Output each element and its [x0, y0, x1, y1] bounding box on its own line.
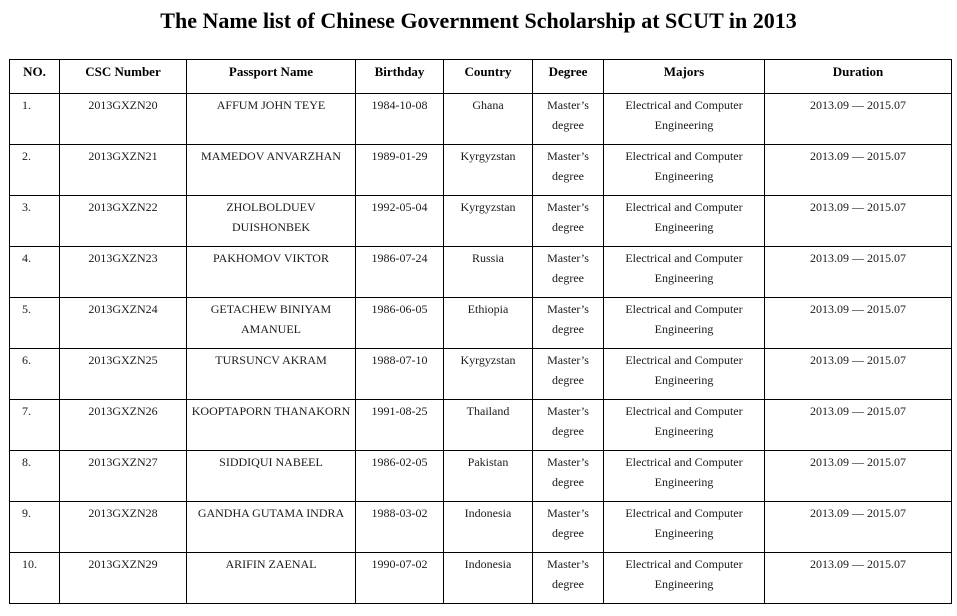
cell-no: 7. — [10, 400, 60, 451]
cell-major: Electrical and Computer Engineering — [604, 502, 765, 553]
table-header — [10, 60, 952, 94]
cell-degree: Master’s degree — [533, 451, 604, 502]
cell-degree: Master’s degree — [533, 502, 604, 553]
cell-country: Kyrgyzstan — [444, 145, 533, 196]
cell-birthday: 1991-08-25 — [356, 400, 444, 451]
cell-csc-number: 2013GXZN29 — [60, 553, 187, 604]
cell-birthday: 1990-07-02 — [356, 553, 444, 604]
cell-duration: 2013.09 — 2015.07 — [765, 349, 952, 400]
cell-passport-name: PAKHOMOV VIKTOR — [187, 247, 356, 298]
cell-passport-name: GANDHA GUTAMA INDRA — [187, 502, 356, 553]
cell-duration: 2013.09 — 2015.07 — [765, 502, 952, 553]
column-header-degree: Degree — [533, 60, 604, 94]
cell-degree: Master’s degree — [533, 145, 604, 196]
cell-csc-number: 2013GXZN21 — [60, 145, 187, 196]
column-header-csc-number: CSC Number — [60, 60, 187, 94]
cell-passport-name: KOOPTAPORN THANAKORN — [187, 400, 356, 451]
cell-country: Pakistan — [444, 451, 533, 502]
table-body — [10, 94, 952, 604]
cell-passport-name: SIDDIQUI NABEEL — [187, 451, 356, 502]
cell-birthday: 1986-06-05 — [356, 298, 444, 349]
cell-degree: Master’s degree — [533, 553, 604, 604]
cell-birthday: 1986-02-05 — [356, 451, 444, 502]
cell-major: Electrical and Computer Engineering — [604, 145, 765, 196]
cell-major: Electrical and Computer Engineering — [604, 298, 765, 349]
cell-csc-number: 2013GXZN22 — [60, 196, 187, 247]
cell-duration: 2013.09 — 2015.07 — [765, 94, 952, 145]
table-row — [10, 196, 952, 247]
column-header-duration: Duration — [765, 60, 952, 94]
cell-no: 1. — [10, 94, 60, 145]
cell-passport-name: ZHOLBOLDUEV DUISHONBEK — [187, 196, 356, 247]
cell-degree: Master’s degree — [533, 400, 604, 451]
cell-major: Electrical and Computer Engineering — [604, 196, 765, 247]
table-row — [10, 502, 952, 553]
column-header-country: Country — [444, 60, 533, 94]
column-header-birthday: Birthday — [356, 60, 444, 94]
cell-no: 4. — [10, 247, 60, 298]
cell-country: Ethiopia — [444, 298, 533, 349]
cell-major: Electrical and Computer Engineering — [604, 400, 765, 451]
cell-duration: 2013.09 — 2015.07 — [765, 145, 952, 196]
cell-no: 3. — [10, 196, 60, 247]
column-header-no: NO. — [10, 60, 60, 94]
cell-csc-number: 2013GXZN28 — [60, 502, 187, 553]
cell-csc-number: 2013GXZN24 — [60, 298, 187, 349]
cell-degree: Master’s degree — [533, 196, 604, 247]
cell-passport-name: ARIFIN ZAENAL — [187, 553, 356, 604]
table-row — [10, 247, 952, 298]
column-header-majors: Majors — [604, 60, 765, 94]
cell-no: 9. — [10, 502, 60, 553]
cell-birthday: 1988-07-10 — [356, 349, 444, 400]
cell-duration: 2013.09 — 2015.07 — [765, 196, 952, 247]
column-header-passport-name: Passport Name — [187, 60, 356, 94]
table-row — [10, 553, 952, 604]
cell-country: Thailand — [444, 400, 533, 451]
cell-major: Electrical and Computer Engineering — [604, 94, 765, 145]
cell-degree: Master’s degree — [533, 94, 604, 145]
table-row — [10, 94, 952, 145]
cell-degree: Master’s degree — [533, 298, 604, 349]
scholarship-table — [9, 59, 952, 604]
cell-country: Ghana — [444, 94, 533, 145]
cell-no: 10. — [10, 553, 60, 604]
cell-birthday: 1992-05-04 — [356, 196, 444, 247]
cell-passport-name: MAMEDOV ANVARZHAN — [187, 145, 356, 196]
cell-country: Indonesia — [444, 553, 533, 604]
cell-no: 6. — [10, 349, 60, 400]
cell-major: Electrical and Computer Engineering — [604, 247, 765, 298]
cell-passport-name: GETACHEW BINIYAM AMANUEL — [187, 298, 356, 349]
header-row — [10, 60, 952, 94]
table-row — [10, 400, 952, 451]
cell-country: Indonesia — [444, 502, 533, 553]
cell-duration: 2013.09 — 2015.07 — [765, 247, 952, 298]
cell-passport-name: TURSUNCV AKRAM — [187, 349, 356, 400]
cell-duration: 2013.09 — 2015.07 — [765, 451, 952, 502]
cell-csc-number: 2013GXZN26 — [60, 400, 187, 451]
page-title: The Name list of Chinese Government Scholarship at SCUT in 2013 — [160, 8, 797, 33]
cell-degree: Master’s degree — [533, 247, 604, 298]
cell-birthday: 1986-07-24 — [356, 247, 444, 298]
table-row — [10, 298, 952, 349]
cell-degree: Master’s degree — [533, 349, 604, 400]
cell-birthday: 1989-01-29 — [356, 145, 444, 196]
cell-csc-number: 2013GXZN27 — [60, 451, 187, 502]
cell-country: Kyrgyzstan — [444, 196, 533, 247]
cell-birthday: 1984-10-08 — [356, 94, 444, 145]
cell-csc-number: 2013GXZN20 — [60, 94, 187, 145]
cell-major: Electrical and Computer Engineering — [604, 451, 765, 502]
cell-no: 8. — [10, 451, 60, 502]
cell-csc-number: 2013GXZN25 — [60, 349, 187, 400]
table-row — [10, 349, 952, 400]
cell-passport-name: AFFUM JOHN TEYE — [187, 94, 356, 145]
table-row — [10, 451, 952, 502]
cell-duration: 2013.09 — 2015.07 — [765, 553, 952, 604]
cell-no: 5. — [10, 298, 60, 349]
cell-duration: 2013.09 — 2015.07 — [765, 400, 952, 451]
table-row — [10, 145, 952, 196]
cell-csc-number: 2013GXZN23 — [60, 247, 187, 298]
cell-country: Russia — [444, 247, 533, 298]
cell-duration: 2013.09 — 2015.07 — [765, 298, 952, 349]
cell-birthday: 1988-03-02 — [356, 502, 444, 553]
cell-major: Electrical and Computer Engineering — [604, 349, 765, 400]
cell-major: Electrical and Computer Engineering — [604, 553, 765, 604]
cell-country: Kyrgyzstan — [444, 349, 533, 400]
cell-no: 2. — [10, 145, 60, 196]
